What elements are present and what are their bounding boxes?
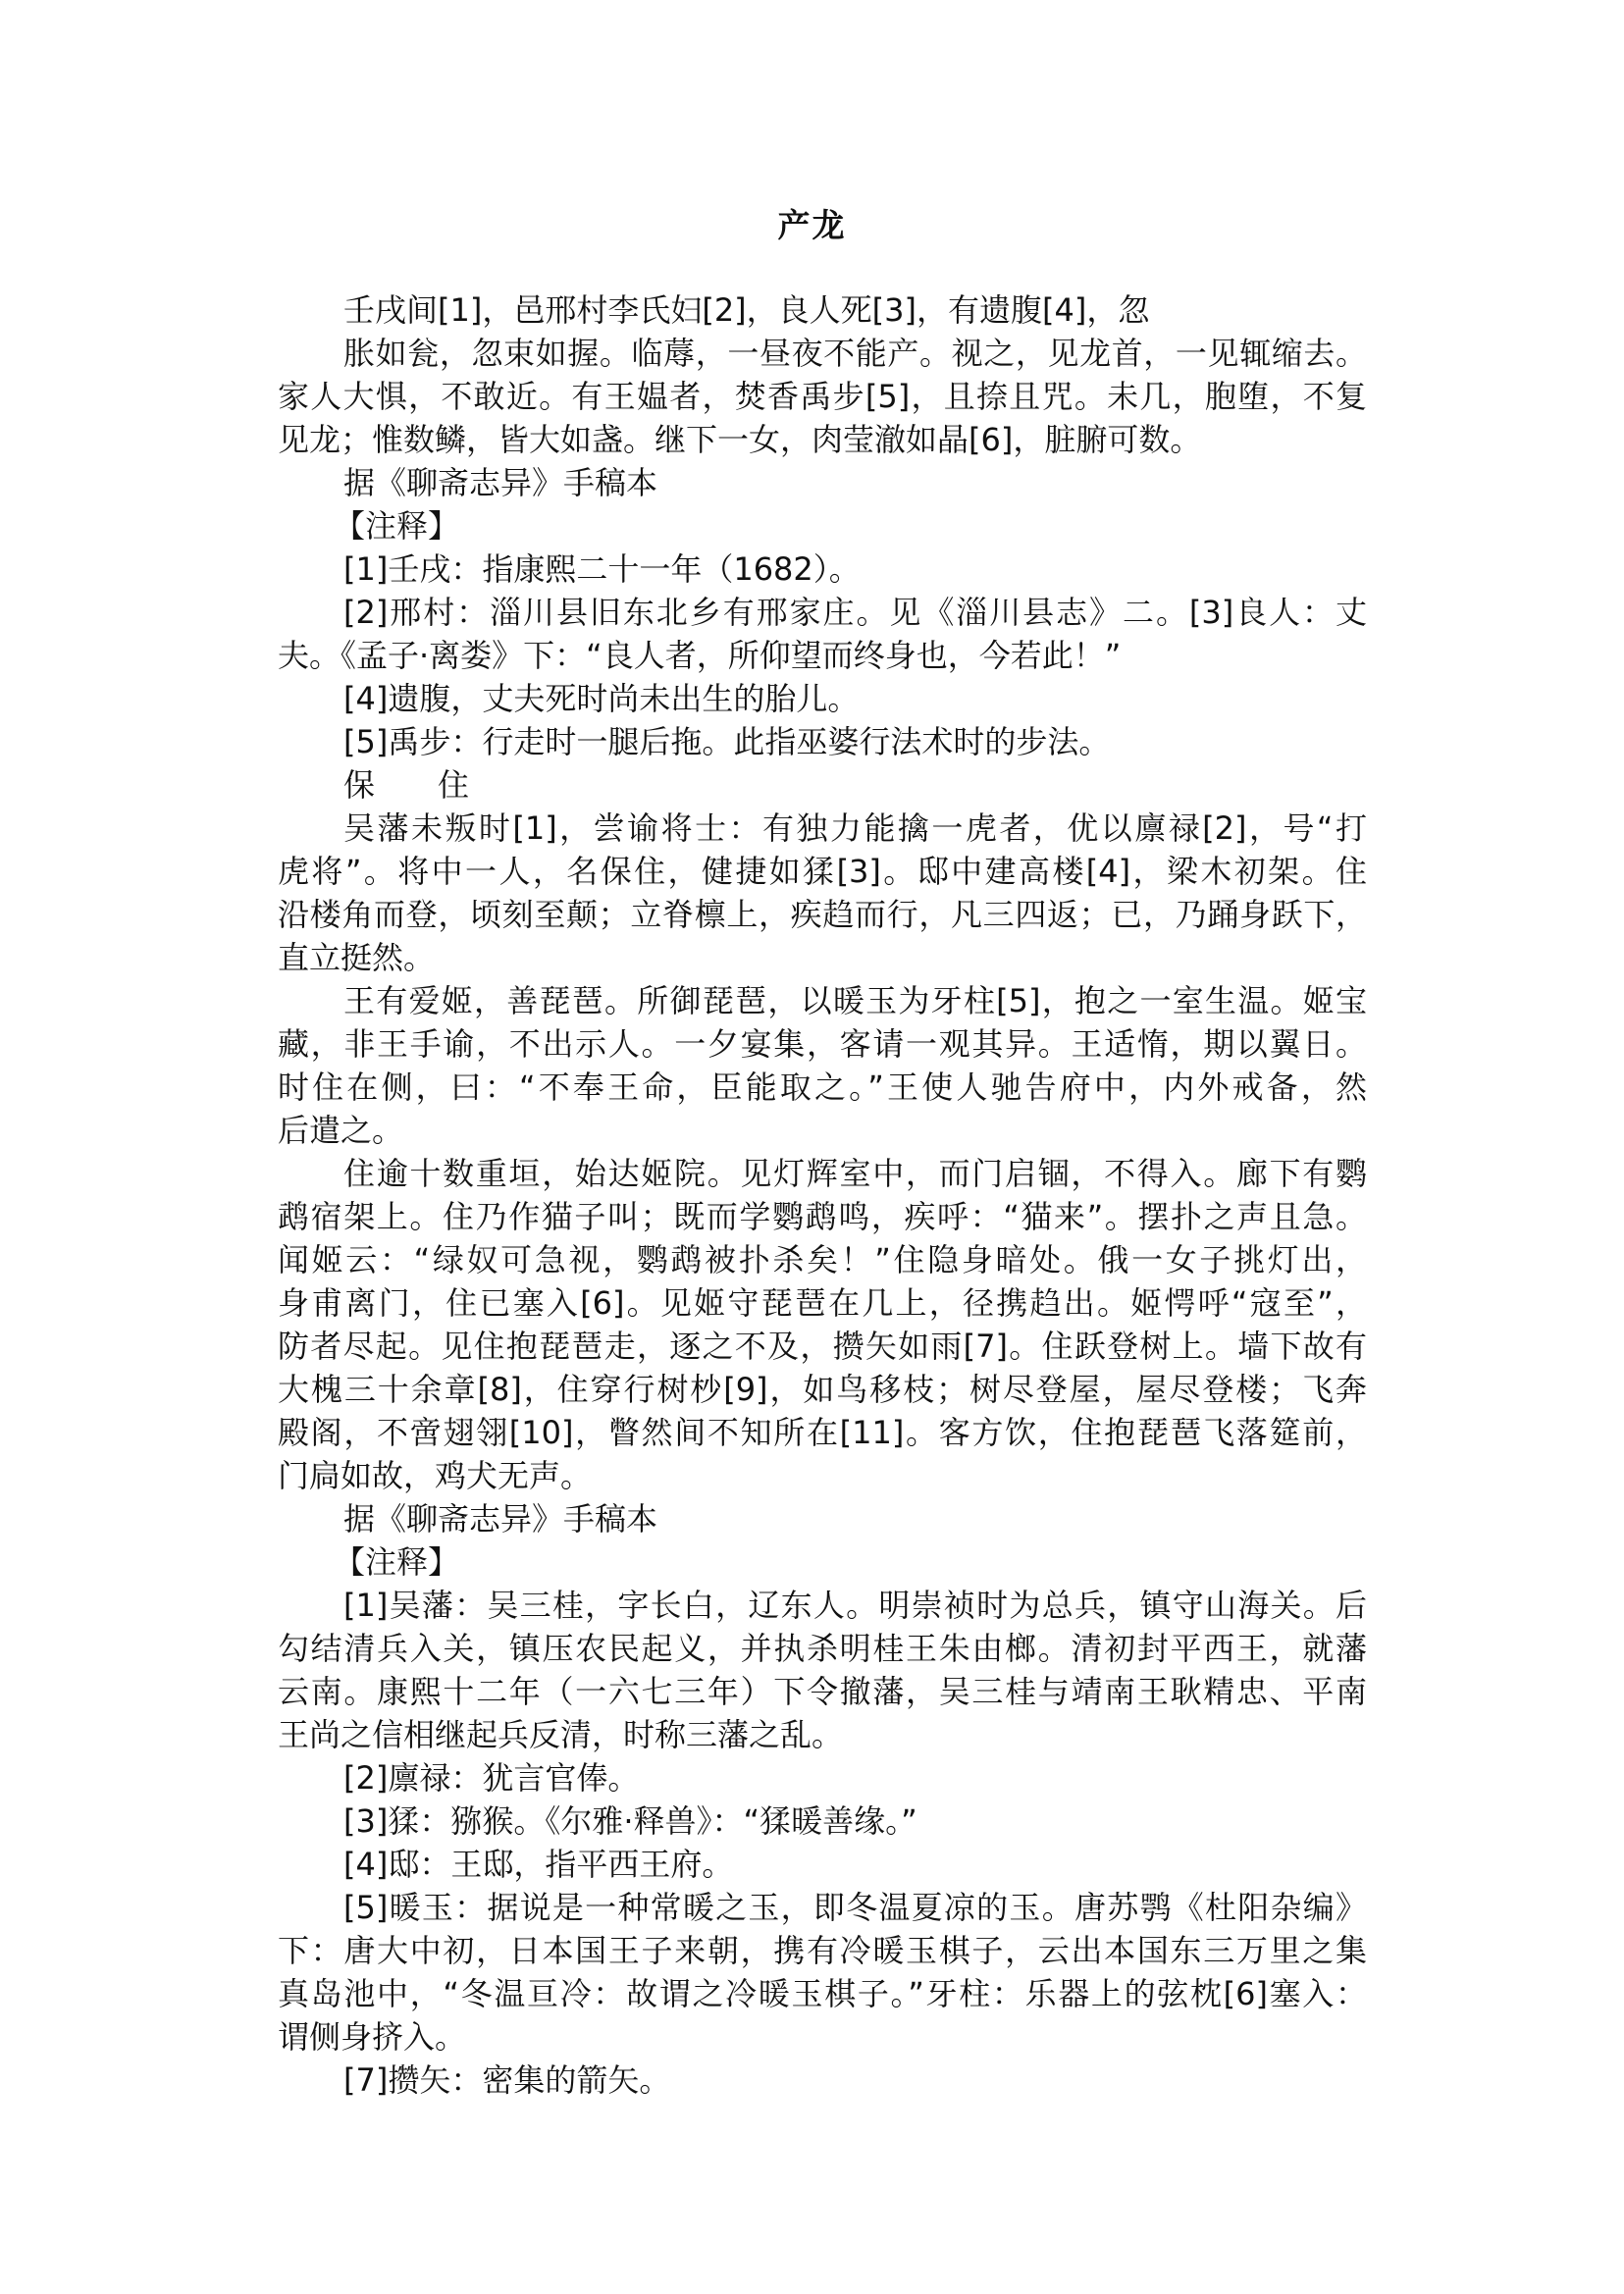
note-line: 下：唐大中初，日本国王子来朝，携有冷暖玉棋子，云出本国东三万里之集 [278, 1932, 1367, 1969]
text-line: 直立挺然。 [278, 939, 436, 976]
note-line: [7]攒矢：密集的箭矢。 [343, 2061, 671, 2099]
text-line: 时住在侧，曰：“不奉王命，臣能取之。”王使人驰告府中，内外戒备，然 [278, 1069, 1367, 1106]
text-line: 闻姬云：“绿奴可急视，鹦鹉被扑杀矣！”住隐身暗处。俄一女子挑灯出， [278, 1241, 1367, 1278]
section-title: 保 住 [343, 766, 470, 804]
text-line: 胀如瓮，忽束如握。临蓐，一昼夜不能产。视之，见龙首，一见辄缩去。 [343, 335, 1367, 372]
note-line: 勾结清兵入关，镇压农民起义，并执杀明桂王朱由榔。清初封平西王，就藩 [278, 1630, 1367, 1667]
note-line: 谓侧身挤入。 [278, 2018, 467, 2056]
note-line: 王尚之信相继起兵反清，时称三藩之乱。 [278, 1716, 844, 1753]
note-line: [1]壬戌：指康熙二十一年（1682）。 [343, 550, 861, 588]
note-line: [2]廪禄：犹言官俸。 [343, 1759, 640, 1797]
text-line: 吴藩未叛时[1]，尝谕将士：有独力能擒一虎者，优以廪禄[2]，号“打 [343, 809, 1367, 847]
text-line: 后遣之。 [278, 1112, 404, 1149]
note-line: [4]遗腹，丈夫死时尚未出生的胎儿。 [343, 680, 860, 717]
text-line: 殿阁，不啻翅翎[10]，瞥然间不知所在[11]。客方饮，住抱琵琶飞落筵前， [278, 1414, 1367, 1451]
note-line: 夫。《孟子·离娄》下：“良人者，所仰望而终身也，今若此！” [278, 637, 1122, 674]
note-line: [5]禹步：行走时一腿后拖。此指巫婆行法术时的步法。 [343, 723, 1111, 760]
source-note: 据《聊斋志异》手稿本 [343, 464, 658, 501]
text-line: 防者尽起。见住抱琵琶走，逐之不及，攒矢如雨[7]。住跃登树上。墙下故有 [278, 1328, 1367, 1365]
text-line: 家人大惧，不敢近。有王媪者，焚香禹步[5]，且捺且咒。未几，胞堕，不复 [278, 378, 1367, 415]
text-line: 王有爱姬，善琵琶。所御琵琶，以暖玉为牙柱[5]，抱之一室生温。姬宝 [343, 982, 1367, 1019]
note-line: [4]邸：王邸，指平西王府。 [343, 1846, 734, 1883]
note-line: [2]邢村：淄川县旧东北乡有邢家庄。见《淄川县志》二。[3]良人：丈 [343, 594, 1367, 631]
text-line: 身甫离门，住已塞入[6]。见姬守琵琶在几上，径携趋出。姬愕呼“寇至”， [278, 1284, 1367, 1322]
note-line: [5]暖玉：据说是一种常暖之玉，即冬温夏凉的玉。唐苏鹗《杜阳杂编》 [343, 1889, 1367, 1926]
source-note: 据《聊斋志异》手稿本 [343, 1500, 658, 1538]
note-line: 真岛池中，“冬温亘冷：故谓之冷暖玉棋子。”牙柱：乐器上的弦枕[6]塞入： [278, 1975, 1367, 2012]
text-line: 壬戌间[1]，邑邢村李氏妇[2]，良人死[3]，有遗腹[4]，忽 [343, 291, 1150, 329]
text-line: 虎将”。将中一人，名保住，健捷如猱[3]。邸中建高楼[4]，梁木初架。住 [278, 853, 1367, 890]
text-line: 大槐三十余章[8]，住穿行树杪[9]，如鸟移枝；树尽登屋，屋尽登楼；飞奔 [278, 1371, 1367, 1408]
notes-heading: 【注释】 [334, 1543, 460, 1581]
note-line: 云南。康熙十二年（一六七三年）下令撤藩，吴三桂与靖南王耿精忠、平南 [278, 1673, 1367, 1710]
note-line: [3]猱：猕猴。《尔雅·释兽》：“猱暖善缘。” [343, 1802, 917, 1840]
text-line: 见龙；惟数鳞，皆大如盏。继下一女，肉莹澈如晶[6]，脏腑可数。 [278, 421, 1202, 458]
notes-heading: 【注释】 [334, 507, 460, 545]
note-line: [1]吴藩：吴三桂，字长白，辽东人。明崇祯时为总兵，镇守山海关。后 [343, 1587, 1367, 1624]
page-title: 产龙 [777, 206, 847, 244]
text-line: 住逾十数重垣，始达姬院。见灯辉室中，而门启锢，不得入。廊下有鹦 [343, 1155, 1367, 1192]
text-line: 藏，非王手谕，不出示人。一夕宴集，客请一观其异。王适惰，期以翼日。 [278, 1025, 1367, 1063]
text-line: 沿楼角而登，顷刻至颠；立脊檩上，疾趋而行，凡三四返；已，乃踊身跃下， [278, 896, 1367, 933]
text-line: 鹉宿架上。住乃作猫子叫；既而学鹦鹉鸣，疾呼：“猫来”。摆扑之声且急。 [278, 1198, 1367, 1235]
text-line: 门扃如故，鸡犬无声。 [278, 1457, 593, 1494]
